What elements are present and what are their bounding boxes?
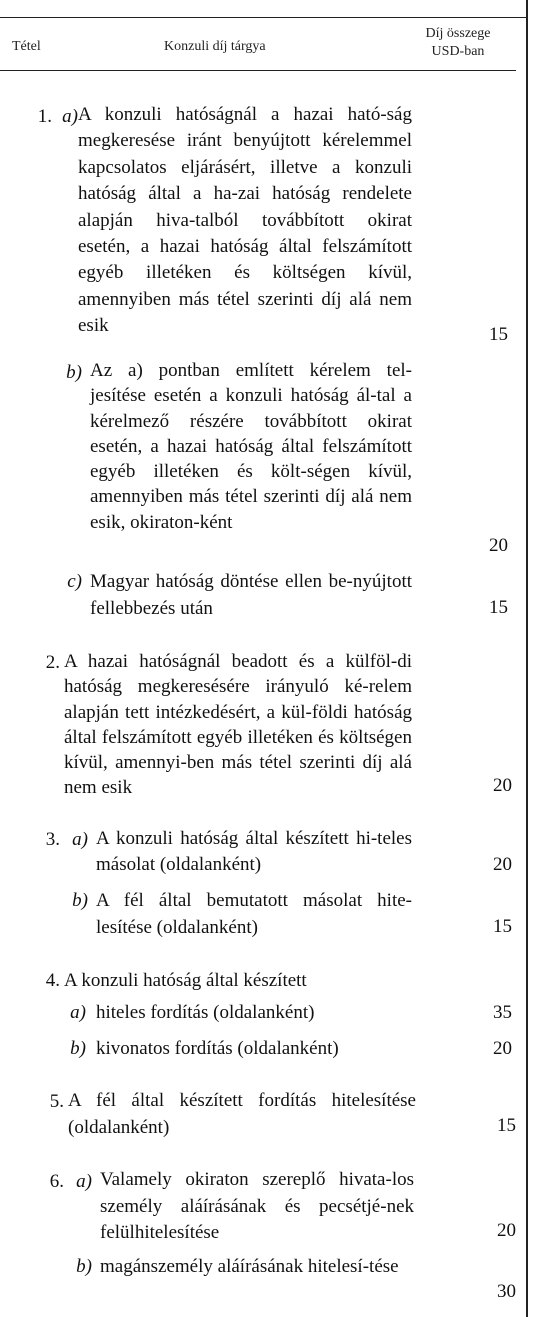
fee-value: 30 — [497, 1281, 516, 1302]
column-header-fee-line1: Díj összege — [425, 26, 491, 41]
item-text: A konzuli hatóság által készített — [64, 970, 307, 991]
header-bottom-rule — [0, 70, 516, 71]
item-number: 5. — [49, 1091, 64, 1112]
right-column-border — [526, 0, 528, 1317]
sub-item-label: a) — [70, 1002, 86, 1023]
sub-item-label: b) — [72, 890, 88, 911]
sub-item-label: a) — [62, 106, 78, 127]
sub-item-label: b) — [76, 1256, 92, 1277]
fee-value: 20 — [493, 854, 512, 875]
column-header-subject: Konzuli díj tárgya — [164, 39, 266, 54]
item-text: Valamely okiraton szereplő hivata-los személy aláírásának és pecsétjé-nek felülhitelesítése — [100, 1169, 414, 1243]
fee-value: 15 — [493, 916, 512, 937]
sub-item-label: a) — [76, 1171, 92, 1192]
item-text: A konzuli hatóságnál a hazai ható-ság megkeresése iránt benyújtott kérelemmel kapcsolatos eljárásért, illetve a konzuli hatóság által a ha-zai hatóság rendelete alapján hiva-talból továbbított okirat esetén, a hazai hatóság által felszámított egyéb illetéken és költségen kívül, amennyiben más tétel szerinti díj alá nem esik — [78, 104, 412, 336]
sub-item-label: a) — [72, 829, 88, 850]
header-top-rule — [0, 17, 527, 18]
fee-value: 35 — [493, 1002, 512, 1023]
item-text: Magyar hatóság döntése ellen be-nyújtott fellebbezés után — [90, 571, 412, 619]
item-number: 4. — [45, 970, 60, 991]
fee-value: 15 — [489, 324, 508, 345]
item-number: 1. — [37, 106, 52, 127]
sub-item-label: c) — [67, 571, 82, 592]
item-text: Az a) pontban említett kérelem tel-jesítése esetén a konzuli hatóság ál-tal a kérelmező részére továbbított okirat esetén, a hazai hatóság által felszámított egyéb illetéken és költ-ségen kívül, amennyiben más tétel szerinti díj alá nem esik, okiraton-ként — [90, 360, 412, 533]
fee-value: 20 — [493, 775, 512, 796]
item-text: kivonatos fordítás (oldalanként) — [96, 1038, 339, 1059]
item-text: A fél által bemutatott másolat hite-lesítése (oldalanként) — [96, 890, 412, 938]
item-text: A fél által készített fordítás hitelesítése (oldalanként) — [68, 1090, 416, 1138]
sub-item-label: b) — [70, 1038, 86, 1059]
sub-item-label: b) — [66, 362, 82, 383]
fee-value: 15 — [489, 597, 508, 618]
column-header-item: Tétel — [12, 39, 41, 54]
item-number: 6. — [49, 1171, 64, 1192]
item-text: magánszemély aláírásának hitelesí-tése — [100, 1256, 399, 1277]
item-number: 3. — [45, 829, 60, 850]
item-text: A hazai hatóságnál beadott és a külföl-di hatóság megkeresésére irányuló ké-relem alapján tett intézkedésért, a kül-földi hatóság által felszámított egyéb illetéken és költségen kívül, amennyi-ben más tétel szerinti díj alá nem esik — [64, 651, 412, 799]
fee-value: 20 — [497, 1220, 516, 1241]
column-header-fee-line2: USD-ban — [431, 44, 485, 59]
item-text: hiteles fordítás (oldalanként) — [96, 1002, 315, 1023]
item-text: A konzuli hatóság által készített hi-teles másolat (oldalanként) — [96, 828, 412, 875]
item-number: 2. — [45, 652, 60, 673]
fee-value: 20 — [493, 1038, 512, 1059]
fee-value: 15 — [497, 1115, 516, 1136]
fee-value: 20 — [489, 535, 508, 556]
